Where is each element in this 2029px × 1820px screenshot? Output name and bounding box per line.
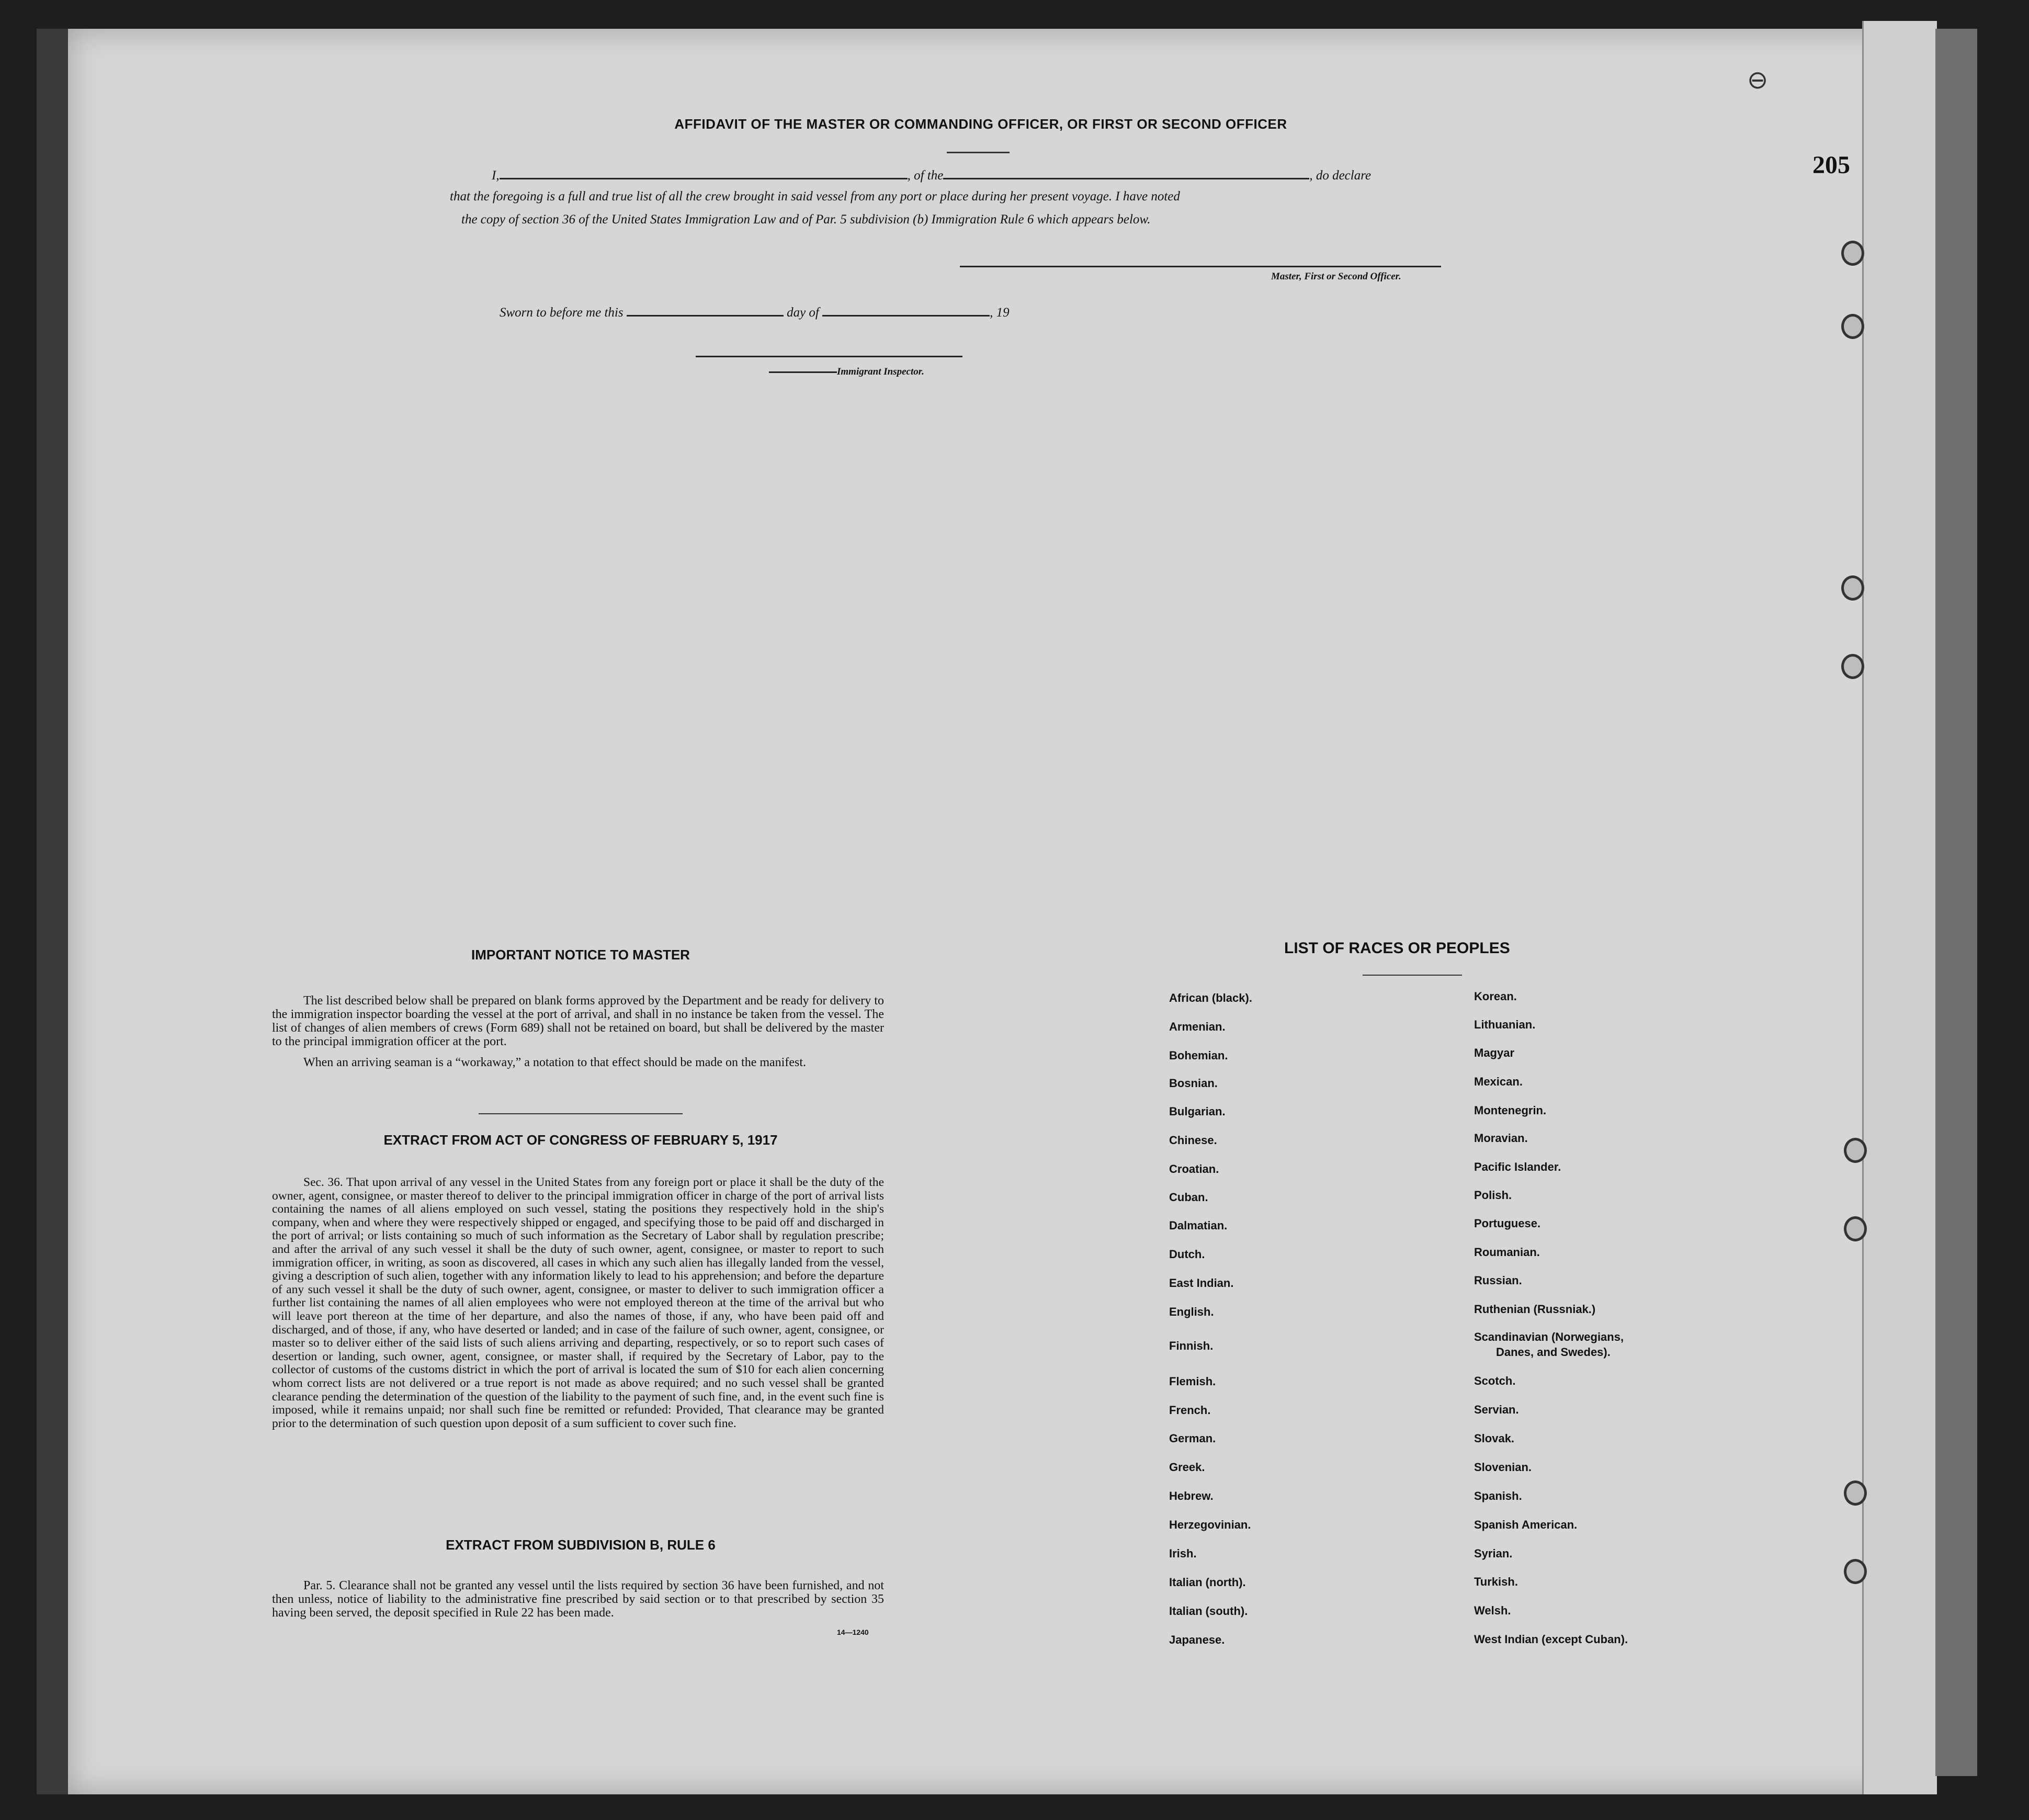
binder-hole-icon bbox=[1841, 654, 1864, 679]
affidavit-title: AFFIDAVIT OF THE MASTER OR COMMANDING OFFICER, OR FIRST OR SECOND OFFICER bbox=[674, 116, 1287, 132]
binder-ring-icon: ⊖ bbox=[1747, 65, 1769, 95]
extract-rule-body bbox=[272, 1579, 884, 1620]
section-36-text: Sec. 36. That upon arrival of any vessel in the United States from any foreign port or place it shall be the duty of the owner, agent, consignee, or master thereof to deliver to the principal immigration officer in charge of the port of arrival lists containing the names of all aliens employed on such vessel, stating the positions they respectively hold in the ship's company, when and where they were respectively shipped or engaged, and specifying those to be paid off and discharged in the port of arrival; or lists containing so much of such information as the Secretary of Labor shall by regulation prescribe; and after the arrival of any such vessel it shall be the duty of such owner, agent, consignee, or master to report to such immigration officer, in writing, as soon as discovered, all cases in which any such alien has illegally landed from the vessel, giving a description of such alien, together with any information likely to lead to his apprehension; and before the departure of any such vessel it shall be the duty of such owner, agent, consignee, or master to deliver to such immigration officer a further list containing the names of all alien employees who were not employed thereon at the time of the arrival but who will leave port thereon at the time of her departure, and also the names of those, if any, who have been paid off and discharged, and of those, if any, who have deserted or landed; and in case of the failure of such owner, agent, consignee, or master so to deliver either of the said lists of such aliens arriving and departing, respectively, or so to report such cases of desertion or landing, such owner, agent, consignee, or master shall, if required by the Secretary of Labor, pay to the collector of customs of the customs district in which the port of arrival is located the sum of $10 for each alien concerning whom correct lists are not delivered or a true report is not made as above required; and no such vessel shall be granted clearance pending the determination of the question of the liability to the payment of such fine, and, in the event such fine is imposed, while it remains unpaid; nor shall such fine be remitted or refunded: Provided, That clearance may be granted prior to the determination of such question upon deposit of a sum sufficient to cover such fine. bbox=[272, 1175, 884, 1430]
race-item: Lithuanian. bbox=[1474, 1018, 1536, 1031]
notice-rule bbox=[479, 1113, 683, 1114]
sheet-edge bbox=[1862, 21, 1937, 1794]
inspector-short-line bbox=[769, 371, 837, 373]
affidavit-line-1 bbox=[492, 166, 1371, 183]
line1-i: I, bbox=[492, 168, 500, 183]
binder-hole-icon bbox=[1844, 1559, 1867, 1584]
notice-title: IMPORTANT NOTICE TO MASTER bbox=[471, 947, 690, 963]
race-item: Montenegrin. bbox=[1474, 1104, 1547, 1117]
race-item: Korean. bbox=[1474, 990, 1517, 1003]
sworn-day-blank bbox=[627, 303, 784, 316]
race-item: Cuban. bbox=[1169, 1191, 1208, 1204]
race-item: Italian (north). bbox=[1169, 1576, 1246, 1589]
race-item: Hebrew. bbox=[1169, 1489, 1214, 1502]
race-item: Bohemian. bbox=[1169, 1049, 1228, 1062]
affidavit-line-3: the copy of section 36 of the United States Immigration Law and of Par. 5 subdivision (b) Immigration Rule 6 which appears below. bbox=[461, 212, 1151, 227]
scan-left-border bbox=[37, 29, 68, 1794]
race-item: Russian. bbox=[1474, 1274, 1522, 1287]
line1-of: , of the bbox=[907, 168, 944, 183]
race-item: East Indian. bbox=[1169, 1276, 1234, 1290]
race-item: Italian (south). bbox=[1169, 1604, 1248, 1618]
race-item: Mexican. bbox=[1474, 1075, 1523, 1088]
race-item-continuation: Danes, and Swedes). bbox=[1496, 1346, 1611, 1359]
sworn-line bbox=[500, 303, 1010, 320]
scan-right-border bbox=[1935, 29, 1977, 1776]
race-item: Magyar bbox=[1474, 1046, 1515, 1059]
page-number: 205 bbox=[1812, 151, 1850, 179]
binder-hole-icon bbox=[1844, 1138, 1867, 1163]
signature-caption: Master, First or Second Officer. bbox=[1271, 271, 1401, 282]
race-item: Polish. bbox=[1474, 1189, 1512, 1202]
race-item: Spanish. bbox=[1474, 1489, 1522, 1502]
race-item: Roumanian. bbox=[1474, 1246, 1540, 1259]
binder-hole-icon bbox=[1844, 1480, 1867, 1506]
extract-act-body bbox=[272, 1176, 884, 1430]
binder-hole-icon bbox=[1841, 241, 1864, 266]
race-item: Servian. bbox=[1474, 1403, 1519, 1416]
race-item: Scotch. bbox=[1474, 1374, 1516, 1387]
line1-declare: , do declare bbox=[1309, 168, 1371, 183]
vessel-name-blank bbox=[943, 166, 1309, 179]
race-item: Slovenian. bbox=[1474, 1461, 1532, 1474]
race-item: German. bbox=[1169, 1432, 1216, 1445]
race-item: West Indian (except Cuban). bbox=[1474, 1633, 1628, 1646]
race-item: Slovak. bbox=[1474, 1432, 1515, 1445]
master-name-blank bbox=[500, 166, 908, 179]
sworn-text: Sworn to before me this bbox=[500, 306, 624, 320]
sworn-month-blank bbox=[822, 303, 990, 316]
title-rule bbox=[947, 152, 1010, 153]
races-rule bbox=[1363, 975, 1462, 976]
race-item: Pacific Islander. bbox=[1474, 1160, 1561, 1173]
rule-par-5-text: Par. 5. Clearance shall not be granted any vessel until the lists required by section 36 have been furnished, and not then unless, notice of liability to the administrative fine prescribed by said section or to that prescribed by section 35 having been served, the deposit specified in Rule 22 has been made. bbox=[272, 1579, 884, 1620]
race-item: English. bbox=[1169, 1305, 1214, 1318]
notice-para-1: The list described below shall be prepared on blank forms approved by the Department and be ready for delivery to the immigration inspector boarding the vessel at the port of arrival, and shall in no instance be taken from the vessel. The list of changes of alien members of crews (Form 689) shall not be retained on board, but shall be delivered by the master to the principal immigration officer at the port. bbox=[272, 994, 884, 1048]
races-title: LIST OF RACES OR PEOPLES bbox=[1284, 940, 1510, 957]
race-item: Croatian. bbox=[1169, 1162, 1219, 1175]
race-item: Armenian. bbox=[1169, 1020, 1226, 1033]
race-item: Dutch. bbox=[1169, 1248, 1205, 1261]
race-item: Syrian. bbox=[1474, 1547, 1513, 1560]
race-item: Dalmatian. bbox=[1169, 1219, 1228, 1232]
race-item: Bosnian. bbox=[1169, 1077, 1218, 1090]
extract-act-title: EXTRACT FROM ACT OF CONGRESS OF FEBRUARY 5, 1917 bbox=[383, 1132, 778, 1148]
day-of-text: day of bbox=[787, 306, 819, 320]
notice-body bbox=[272, 994, 884, 1069]
race-item: Turkish. bbox=[1474, 1575, 1518, 1588]
notice-para-2: When an arriving seaman is a “workaway,” a notation to that effect should be made on the manifest. bbox=[303, 1056, 806, 1069]
race-item: Moravian. bbox=[1474, 1132, 1528, 1145]
race-item: Welsh. bbox=[1474, 1604, 1511, 1617]
race-item: Irish. bbox=[1169, 1547, 1197, 1560]
inspector-caption: Immigrant Inspector. bbox=[837, 366, 924, 377]
document-sheet bbox=[68, 29, 1899, 1794]
race-item: Japanese. bbox=[1169, 1633, 1225, 1646]
race-item: Finnish. bbox=[1169, 1339, 1214, 1352]
race-item: Flemish. bbox=[1169, 1375, 1216, 1388]
race-item: Portuguese. bbox=[1474, 1217, 1541, 1230]
affidavit-line-2: that the foregoing is a full and true list of all the crew brought in said vessel from any port or place during her present voyage. I have noted bbox=[450, 189, 1180, 204]
binder-hole-icon bbox=[1844, 1216, 1867, 1241]
race-item: French. bbox=[1169, 1404, 1211, 1417]
race-item: African (black). bbox=[1169, 991, 1252, 1004]
binder-hole-icon bbox=[1841, 575, 1864, 601]
master-signature-line bbox=[960, 266, 1441, 267]
race-item: Greek. bbox=[1169, 1461, 1205, 1474]
race-item: Herzegovinian. bbox=[1169, 1518, 1251, 1531]
inspector-signature-line bbox=[696, 356, 962, 357]
form-code: 14—1240 bbox=[837, 1628, 869, 1636]
race-item: Chinese. bbox=[1169, 1134, 1217, 1147]
race-item: Spanish American. bbox=[1474, 1518, 1578, 1531]
race-item: Scandinavian (Norwegians, bbox=[1474, 1330, 1624, 1343]
extract-rule-title: EXTRACT FROM SUBDIVISION B, RULE 6 bbox=[446, 1537, 716, 1553]
year-prefix: , 19 bbox=[990, 306, 1010, 320]
binder-hole-icon bbox=[1841, 314, 1864, 339]
race-item: Ruthenian (Russniak.) bbox=[1474, 1303, 1596, 1316]
race-item: Bulgarian. bbox=[1169, 1105, 1226, 1118]
